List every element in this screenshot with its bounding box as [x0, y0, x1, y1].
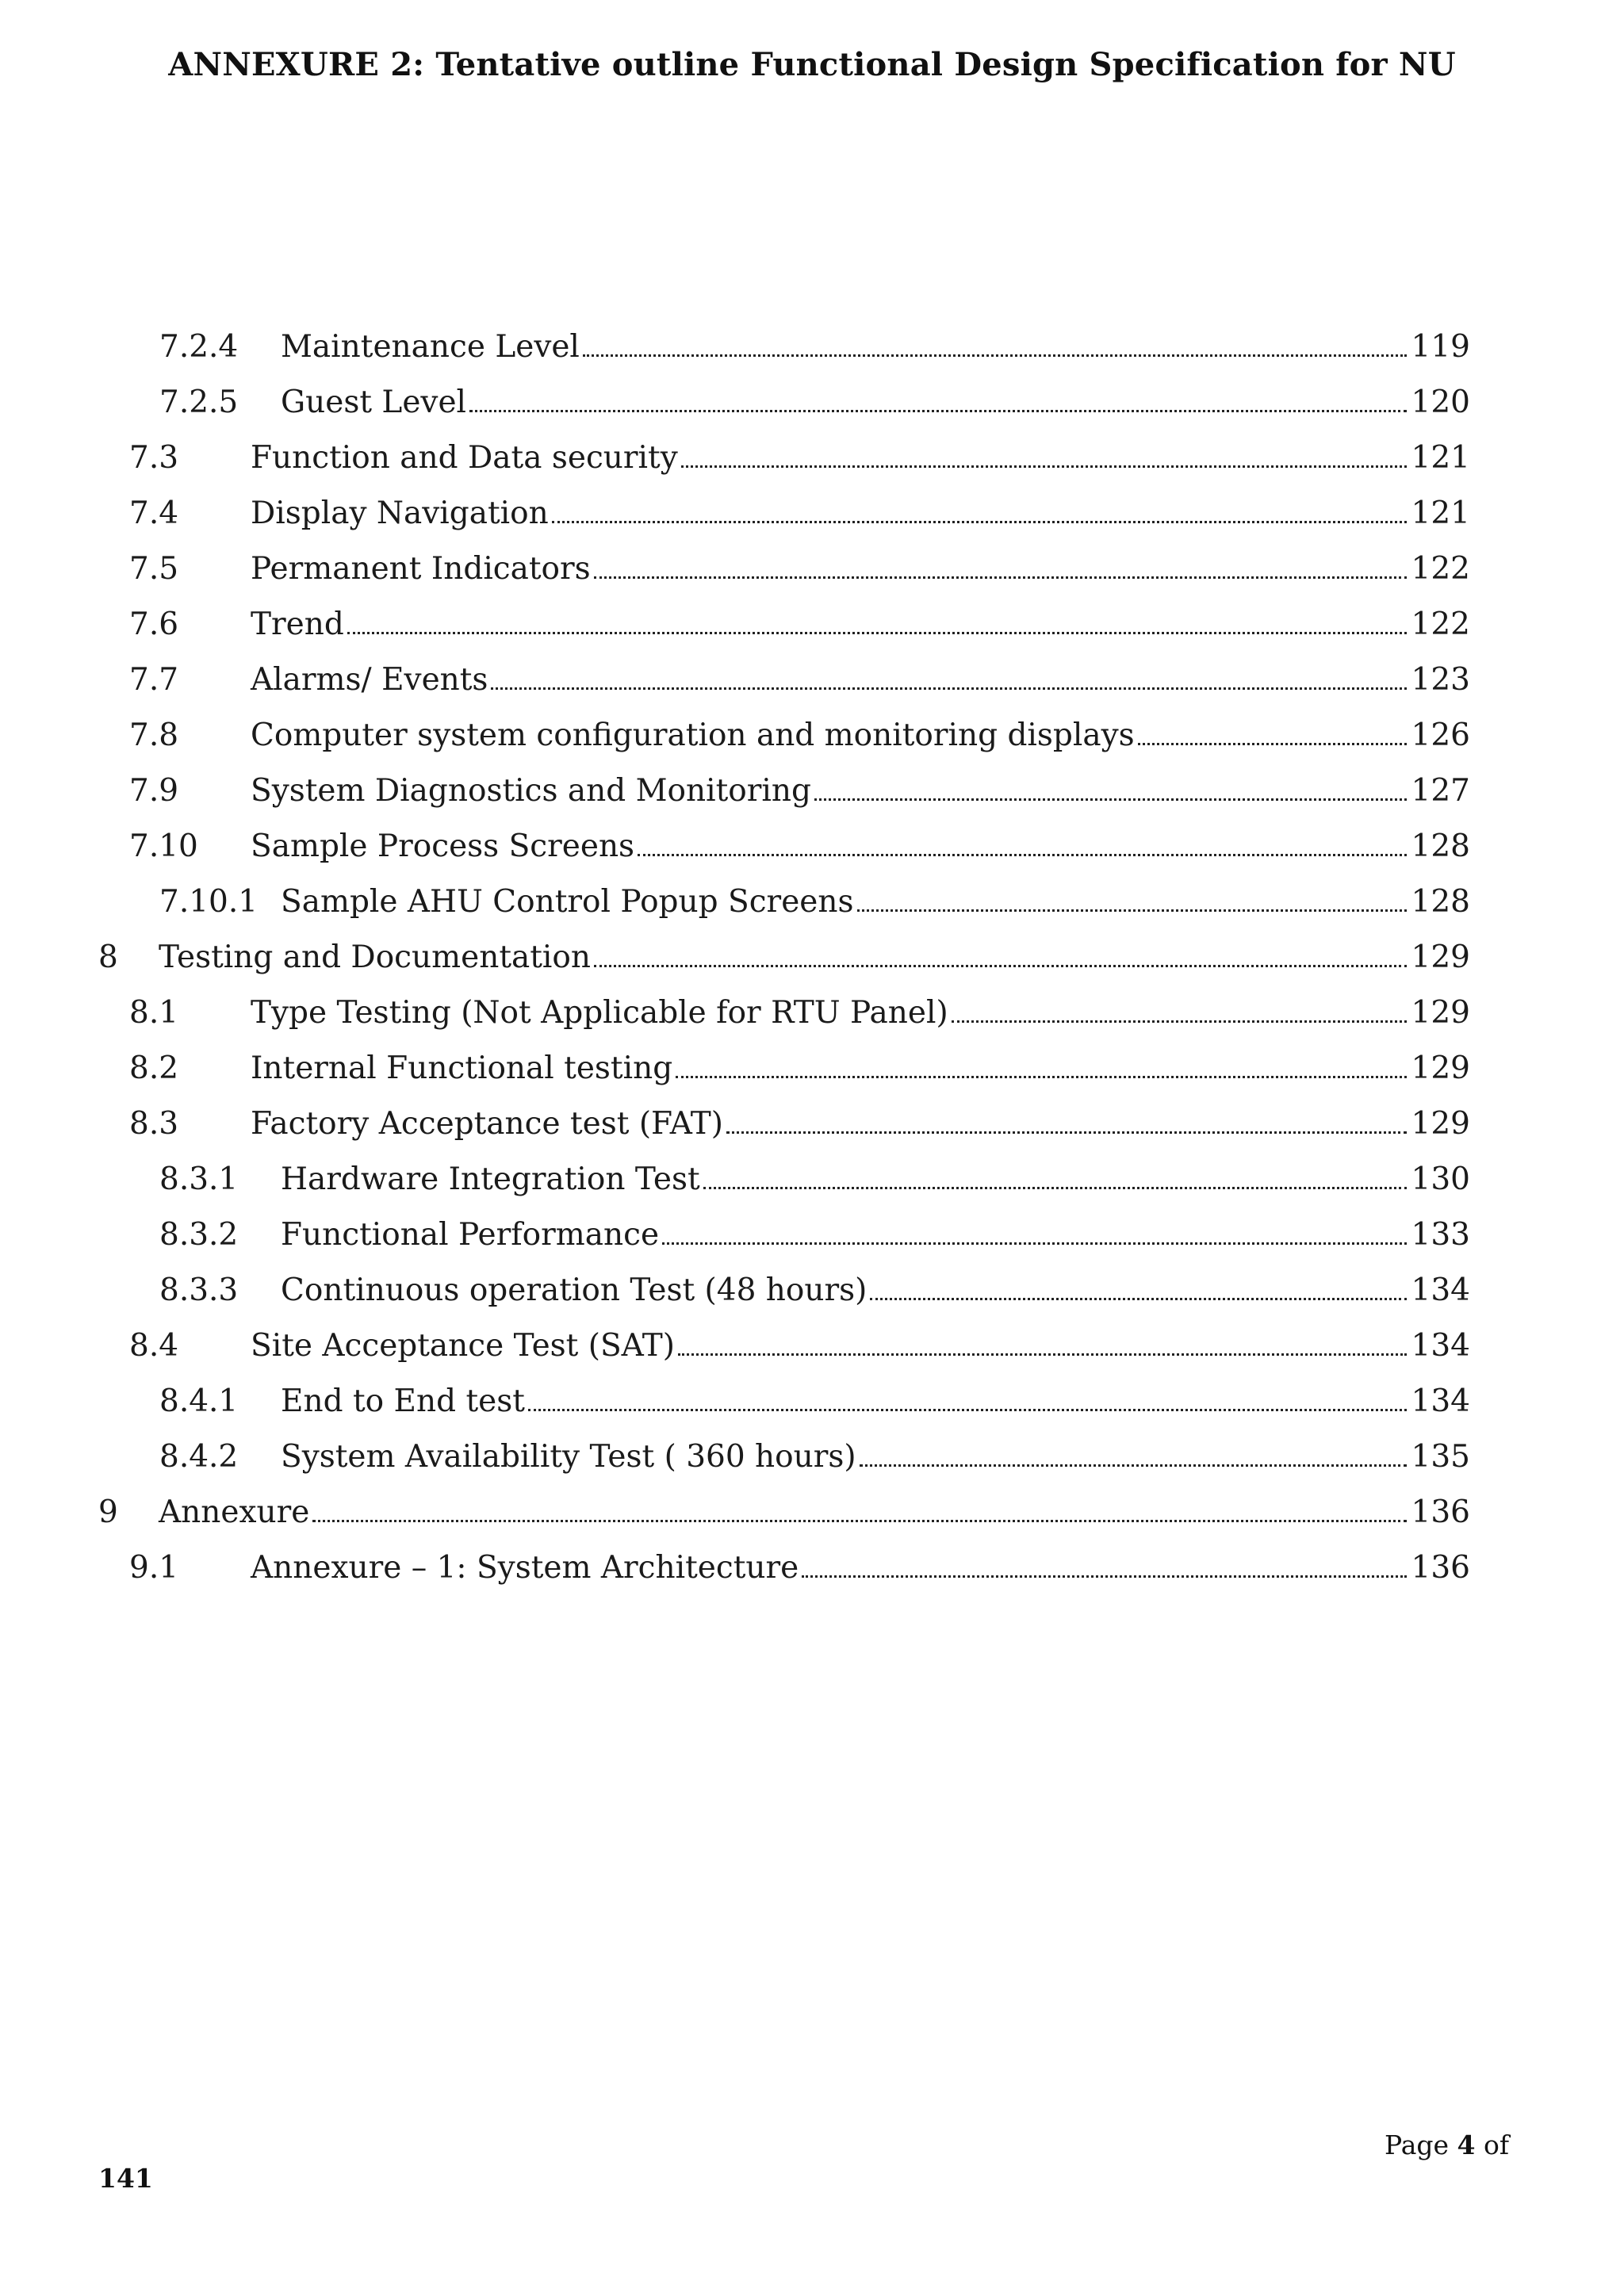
- toc-entry-number: 8.3.3: [159, 1272, 239, 1308]
- dot-leader: [594, 964, 1407, 967]
- toc-entry-number: 9: [98, 1494, 118, 1530]
- toc-entry-number: 8.3.1: [159, 1161, 239, 1197]
- toc-entry-title[interactable]: Display Navigation: [251, 496, 549, 531]
- toc-entry[interactable]: [0, 598, 1624, 653]
- toc-entry-page[interactable]: 122: [1411, 551, 1470, 587]
- toc-entry[interactable]: [0, 1042, 1624, 1097]
- dot-leader: [802, 1575, 1406, 1578]
- page-title: ANNEXURE 2: Tentative outline Functional Design Specification for NU: [168, 46, 1456, 83]
- toc-entry-page[interactable]: 129: [1411, 1106, 1470, 1142]
- current-page-number: 4: [1457, 2130, 1476, 2160]
- toc-entry-number: 7.4: [129, 496, 179, 531]
- toc-entry-page[interactable]: 136: [1411, 1494, 1470, 1530]
- dot-leader: [662, 1242, 1407, 1245]
- toc-entry-page[interactable]: 128: [1411, 828, 1470, 864]
- toc-entry-title[interactable]: Maintenance Level: [281, 329, 580, 365]
- toc-entry[interactable]: [0, 764, 1624, 820]
- toc-entry[interactable]: [0, 931, 1624, 986]
- toc-entry[interactable]: [0, 1486, 1624, 1541]
- dot-leader: [347, 631, 1407, 634]
- toc-entry-title[interactable]: Annexure – 1: System Architecture: [251, 1550, 799, 1586]
- toc-entry[interactable]: [0, 1430, 1624, 1486]
- toc-entry[interactable]: [0, 875, 1624, 931]
- toc-entry-page[interactable]: 122: [1411, 607, 1470, 642]
- toc-entry-page[interactable]: 129: [1411, 995, 1470, 1031]
- toc-entry-title[interactable]: Site Acceptance Test (SAT): [251, 1328, 675, 1364]
- toc-entry-title[interactable]: Internal Functional testing: [251, 1050, 673, 1086]
- dot-leader: [676, 1075, 1406, 1078]
- toc-entry-number: 7.6: [129, 607, 179, 642]
- toc-entry-title[interactable]: Hardware Integration Test: [281, 1161, 700, 1197]
- toc-entry-number: 7.2.5: [159, 385, 239, 420]
- toc-entry[interactable]: [0, 487, 1624, 542]
- toc-entry[interactable]: [0, 1319, 1624, 1375]
- toc-entry-page[interactable]: 121: [1411, 496, 1470, 531]
- dot-leader: [703, 1186, 1407, 1189]
- toc-entry-title[interactable]: System Diagnostics and Monitoring: [251, 773, 811, 809]
- toc-entry-number: 7.8: [129, 718, 179, 753]
- page-prefix: Page: [1385, 2130, 1457, 2160]
- toc-entry-number: 8.4.1: [159, 1383, 239, 1419]
- toc-entry-number: 8.4: [129, 1328, 179, 1364]
- toc-entry-number: 7.10: [129, 828, 198, 864]
- total-pages: 141: [98, 2163, 153, 2194]
- toc-entry-title[interactable]: Sample AHU Control Popup Screens: [281, 884, 854, 920]
- dot-leader: [860, 1464, 1407, 1467]
- toc-entry-page[interactable]: 129: [1411, 1050, 1470, 1086]
- toc-entry-page[interactable]: 127: [1411, 773, 1470, 809]
- dot-leader: [594, 576, 1407, 579]
- toc-entry-title[interactable]: Function and Data security: [251, 440, 678, 476]
- toc-entry[interactable]: [0, 1097, 1624, 1153]
- toc-entry-page[interactable]: 128: [1411, 884, 1470, 920]
- dot-leader: [814, 798, 1407, 801]
- toc-entry[interactable]: [0, 376, 1624, 431]
- toc-entry-page[interactable]: 134: [1411, 1272, 1470, 1308]
- toc-entry-page[interactable]: 119: [1411, 329, 1470, 365]
- toc-entry-title[interactable]: Permanent Indicators: [251, 551, 591, 587]
- toc-entry-title[interactable]: Sample Process Screens: [251, 828, 635, 864]
- toc-entry[interactable]: [0, 1375, 1624, 1430]
- dot-leader: [491, 687, 1406, 690]
- toc-entry[interactable]: [0, 1153, 1624, 1208]
- dot-leader: [1138, 742, 1407, 745]
- toc-entry[interactable]: [0, 986, 1624, 1042]
- dot-leader: [857, 909, 1407, 912]
- toc-entry[interactable]: [0, 431, 1624, 487]
- toc-entry-number: 8.3: [129, 1106, 179, 1142]
- toc-entry-number: 8.1: [129, 995, 179, 1031]
- toc-entry-title[interactable]: End to End test: [281, 1383, 525, 1419]
- toc-entry-title[interactable]: Functional Performance: [281, 1217, 660, 1253]
- toc-entry[interactable]: [0, 542, 1624, 598]
- toc-entry-page[interactable]: 121: [1411, 440, 1470, 476]
- toc-entry-page[interactable]: 126: [1411, 718, 1470, 753]
- toc-entry-number: 8.4.2: [159, 1439, 239, 1475]
- dot-leader: [681, 465, 1407, 468]
- dot-leader: [469, 409, 1407, 412]
- toc-entry-page[interactable]: 134: [1411, 1383, 1470, 1419]
- toc-entry-page[interactable]: 134: [1411, 1328, 1470, 1364]
- toc-entry[interactable]: [0, 709, 1624, 764]
- toc-entry[interactable]: [0, 320, 1624, 376]
- toc-entry-title[interactable]: Continuous operation Test (48 hours): [281, 1272, 868, 1308]
- toc-entry-title[interactable]: Computer system configuration and monitoring displays: [251, 718, 1135, 753]
- toc-entry-number: 7.10.1: [159, 884, 259, 920]
- toc-entry-number: 7.7: [129, 662, 179, 698]
- toc-entry-title[interactable]: Testing and Documentation: [159, 939, 591, 975]
- toc-entry-number: 8.3.2: [159, 1217, 239, 1253]
- toc-entry-number: 7.9: [129, 773, 179, 809]
- toc-entry-number: 7.5: [129, 551, 179, 587]
- toc-entry[interactable]: [0, 1208, 1624, 1264]
- page-number-footer: [1385, 2130, 1509, 2160]
- toc-entry-title[interactable]: Type Testing (Not Applicable for RTU Panel): [251, 995, 948, 1031]
- dot-leader: [528, 1408, 1407, 1411]
- toc-entry-number: 7.2.4: [159, 329, 239, 365]
- toc-entry-page[interactable]: 136: [1411, 1550, 1470, 1586]
- toc-entry-page[interactable]: 133: [1411, 1217, 1470, 1253]
- toc-entry-title[interactable]: Guest Level: [281, 385, 466, 420]
- toc-entry-number: 9.1: [129, 1550, 179, 1586]
- toc-entry[interactable]: [0, 653, 1624, 709]
- dot-leader: [678, 1353, 1407, 1356]
- toc-entry-title[interactable]: Factory Acceptance test (FAT): [251, 1106, 723, 1142]
- dot-leader: [583, 354, 1407, 357]
- toc-entry-title[interactable]: Trend: [251, 607, 344, 642]
- toc-entry-title[interactable]: Annexure: [159, 1494, 310, 1530]
- toc-entry-page[interactable]: 129: [1411, 939, 1470, 975]
- table-of-contents: [0, 320, 1624, 1597]
- dot-leader: [870, 1297, 1406, 1300]
- toc-entry-page[interactable]: 123: [1411, 662, 1470, 698]
- toc-entry-number: 8.2: [129, 1050, 179, 1086]
- dot-leader: [952, 1020, 1407, 1023]
- dot-leader: [552, 520, 1407, 523]
- toc-entry-title[interactable]: System Availability Test ( 360 hours): [281, 1439, 856, 1475]
- dot-leader: [312, 1519, 1406, 1522]
- dot-leader: [726, 1131, 1407, 1134]
- toc-entry-page[interactable]: 130: [1411, 1161, 1470, 1197]
- toc-entry[interactable]: [0, 1264, 1624, 1319]
- toc-entry-title[interactable]: Alarms/ Events: [251, 662, 488, 698]
- toc-entry-page[interactable]: 135: [1411, 1439, 1470, 1475]
- toc-entry[interactable]: [0, 1541, 1624, 1597]
- toc-entry-number: 7.3: [129, 440, 179, 476]
- toc-entry-number: 8: [98, 939, 118, 975]
- toc-entry[interactable]: [0, 820, 1624, 875]
- page-suffix: of: [1475, 2130, 1510, 2160]
- toc-entry-page[interactable]: 120: [1411, 385, 1470, 420]
- dot-leader: [638, 853, 1406, 856]
